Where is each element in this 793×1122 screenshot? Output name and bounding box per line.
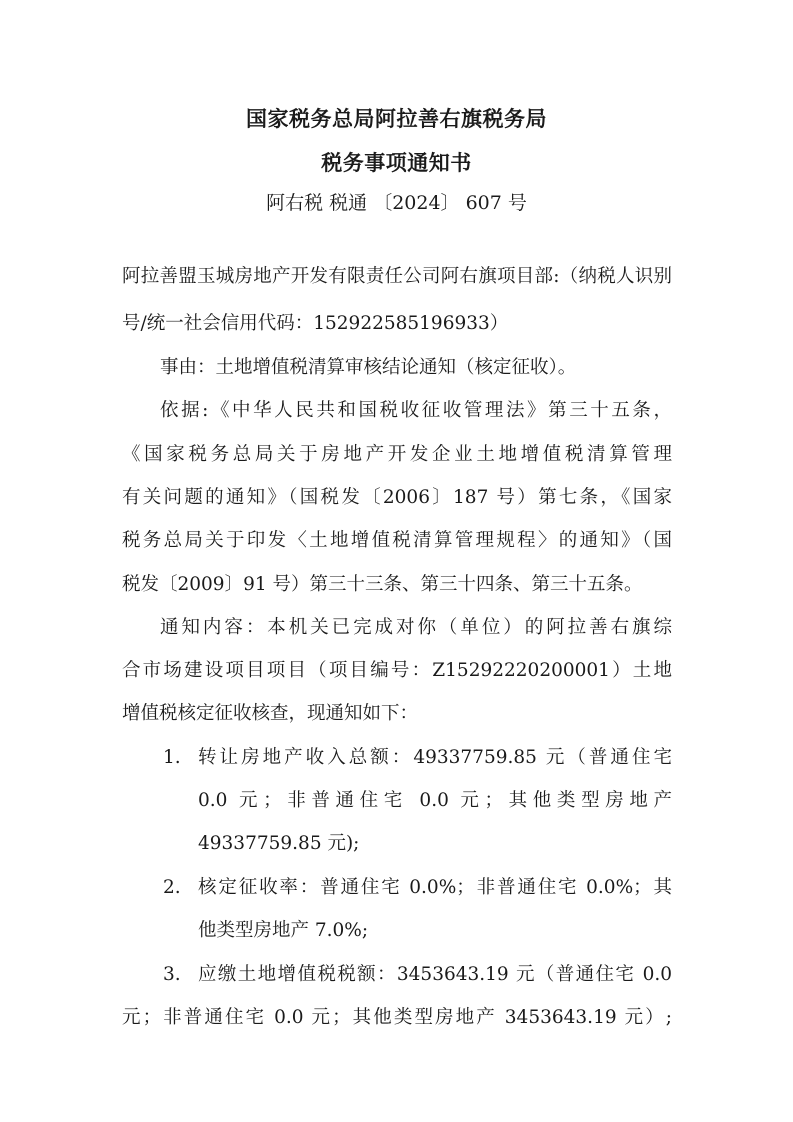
basis-line-2: 《国家税务总局关于房地产开发企业土地增值税清算管理 bbox=[122, 444, 672, 465]
addressee-line-2: 号/统一社会信用代码：152922585196933） bbox=[122, 313, 509, 334]
item-1-number: 1. bbox=[163, 747, 181, 768]
item-3-number: 3. bbox=[163, 964, 181, 985]
basis-line-3: 有关问题的通知》（国税发〔2006〕187 号）第七条，《国家 bbox=[122, 487, 672, 508]
item-2-number: 2. bbox=[163, 877, 181, 898]
item-1-line-1: 转让房地产收入总额：49337759.85 元（普通住宅 bbox=[198, 747, 672, 768]
document-number: 阿右税 税通 〔2024〕 607 号 bbox=[266, 192, 527, 214]
item-1-line-3: 49337759.85 元); bbox=[198, 833, 360, 854]
item-3-line-1: 应缴土地增值税税额：3453643.19 元（普通住宅 0.0 bbox=[198, 964, 672, 985]
basis-line-5: 税发〔2009〕91 号）第三十三条、第三十四条、第三十五条。 bbox=[122, 574, 643, 595]
notice-line-1: 通知内容：本机关已完成对你（单位）的阿拉善右旗综 bbox=[160, 617, 672, 638]
item-2-line-2: 他类型房地产 7.0%; bbox=[198, 920, 369, 941]
item-2-line-1: 核定征收率：普通住宅 0.0%；非普通住宅 0.0%；其 bbox=[198, 877, 672, 898]
basis-line-4: 税务总局关于印发〈土地增值税清算管理规程〉的通知》（国 bbox=[122, 530, 672, 551]
item-1-line-2: 0.0 元；非普通住宅 0.0 元；其他类型房地产 bbox=[198, 790, 672, 811]
issuer-title: 国家税务总局阿拉善右旗税务局 bbox=[246, 107, 547, 131]
basis-line-1: 依据:《中华人民共和国税收征收管理法》第三十五条， bbox=[160, 400, 672, 421]
item-3-line-2: 元；非普通住宅 0.0 元；其他类型房地产 3453643.19 元）; bbox=[122, 1007, 672, 1028]
reason-line: 事由：土地增值税清算审核结论通知（核定征收）。 bbox=[160, 357, 577, 378]
addressee-line-1: 阿拉善盟玉城房地产开发有限责任公司阿右旗项目部:（纳税人识别 bbox=[122, 266, 672, 287]
document-title: 税务事项通知书 bbox=[321, 151, 472, 175]
notice-line-2: 合市场建设项目项目（项目编号：Z15292220200001）土地 bbox=[122, 660, 672, 681]
notice-line-3: 增值税核定征收核查，现通知如下： bbox=[122, 703, 419, 724]
